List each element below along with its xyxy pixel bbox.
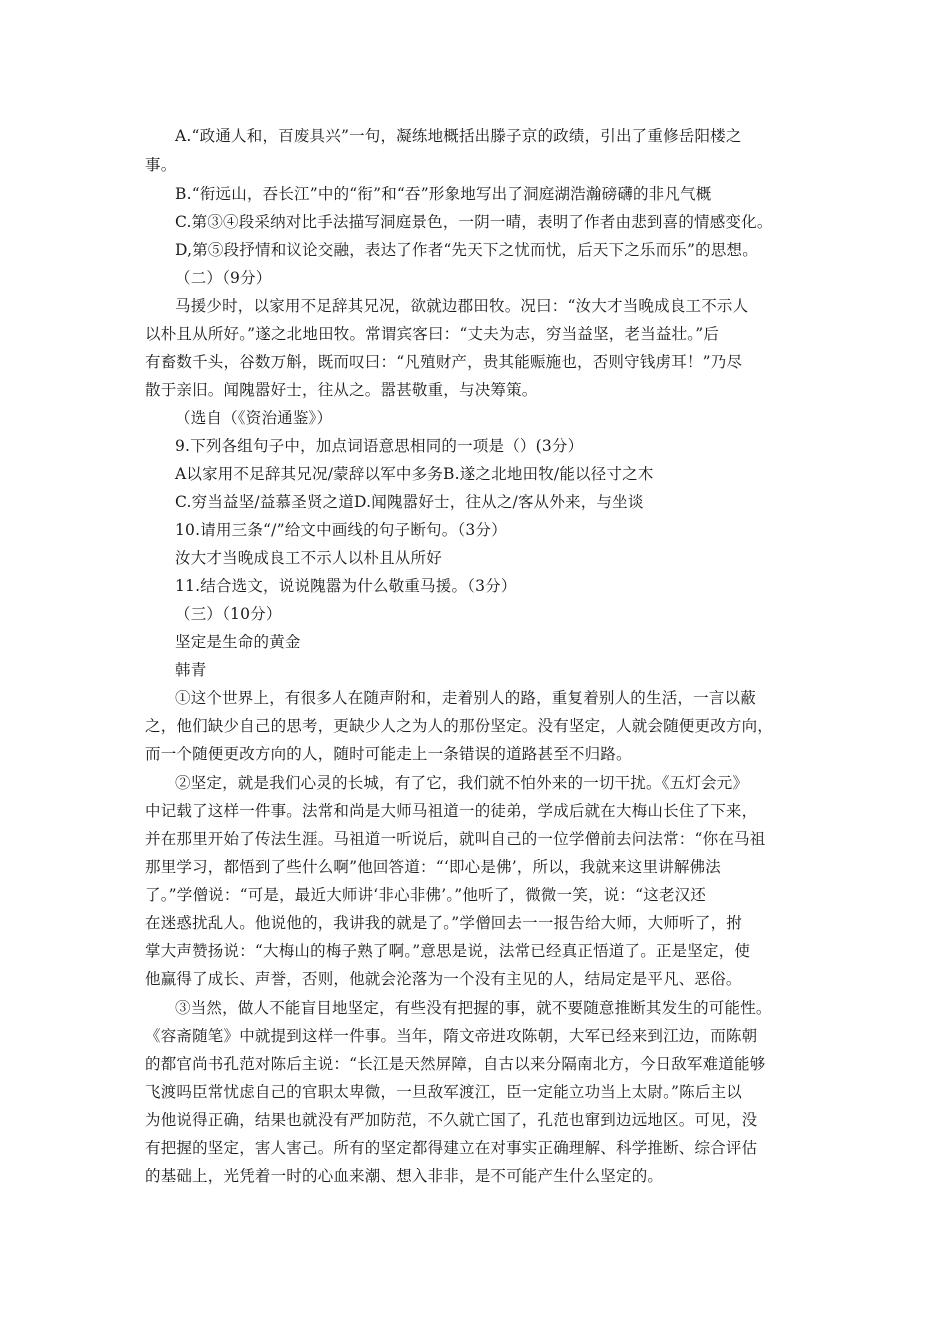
classical-passage-line: 以朴且从所好。”遂之北地田牧。常谓宾客曰：“丈夫为志，穷当益坚，老当益壮。”后 <box>145 325 720 343</box>
article-paragraph-line: ③当然，做人不能盲目地坚定，有些没有把握的事，就不要随意推断其发生的可能性。 <box>175 999 772 1017</box>
classical-passage-line: 散于亲旧。闻隗嚣好士，往从之。嚣甚敬重，与决筹策。 <box>145 381 538 399</box>
article-paragraph-line: 的都官尚书孔范对陈后主说：“长江是天然屏障，自古以来分隔南北方，今日敌军难道能够 <box>145 1055 766 1073</box>
question-9-options-cd: C.穷当益坚/益慕圣贤之道D.闻隗嚣好士，往从之/客从外来，与坐谈 <box>175 493 644 511</box>
section-2-heading: （二）（9分） <box>175 269 272 287</box>
article-paragraph-line: 在迷惑扰乱人。他说他的，我讲我的就是了。”学僧回去一一报告给大师，大师听了，拊 <box>145 914 742 932</box>
article-paragraph-line: 有把握的坚定，害人害己。所有的坚定都得建立在对事实正确理解、科学推断、综合评估 <box>145 1139 758 1157</box>
option-a-line-1: A.“政通人和，百废具兴”一句，凝练地概括出滕子京的政绩，引出了重修岳阳楼之 <box>175 127 742 145</box>
article-paragraph-line: 他赢得了成长、声誉，否则，他就会沦落为一个没有主见的人，结局定是平凡、恶俗。 <box>145 970 742 988</box>
passage-source: （选自（《资治通鉴》） <box>175 409 333 427</box>
article-paragraph-line: 而一个随便更改方向的人，随时可能走上一条错误的道路甚至不归路。 <box>145 745 632 763</box>
article-paragraph-line: ①这个世界上，有很多人在随声附和，走着别人的路，重复着别人的生活，一言以蔽 <box>175 689 756 707</box>
article-paragraph-line: ②坚定，就是我们心灵的长城，有了它，我们就不怕外来的一切干扰。《五灯会元》 <box>175 774 749 792</box>
section-3-heading: （三）（10分） <box>175 605 282 623</box>
article-paragraph-line: 《容斋随笔》中就提到这样一件事。当年，隋文帝进攻陈朝，大军已经来到江边，而陈朝 <box>145 1027 758 1045</box>
option-c: C.第③④段采纳对比手法描写洞庭景色，一阴一晴，表明了作者由悲到喜的情感变化。 <box>175 213 773 231</box>
article-paragraph-line: 为他说得正确，结果也就没有严加防范，不久就亡国了，孔范也窜到边远地区。可见，没 <box>145 1111 758 1129</box>
article-title: 坚定是生命的黄金 <box>175 633 301 651</box>
question-9-options-ab: A以家用不足辞其兄况/蒙辞以军中多务B.遂之北地田牧/能以径寸之木 <box>175 465 654 483</box>
article-paragraph-line: 那里学习，都悟到了些什么啊”他回答道：“‘即心是佛’，所以，我就来这里讲解佛法 <box>145 858 722 876</box>
article-paragraph-line: 掌大声赞扬说：“大梅山的梅子熟了啊。”意思是说，法常已经真正悟道了。正是坚定，使 <box>145 942 751 960</box>
article-paragraph-line: 的基础上，光凭着一时的心血来潮、想入非非，是不可能产生什么坚定的。 <box>145 1167 664 1185</box>
classical-passage-line: 马援少时，以家用不足辞其兄况，欲就边郡田牧。况曰：“汝大才当晚成良工不示人 <box>175 297 749 315</box>
question-10: 10.请用三条“/”给文中画线的句子断句。（3分） <box>175 521 507 539</box>
article-paragraph-line: 中记载了这样一件事。法常和尚是大师马祖道一的徒弟，学成后就在大梅山长住了下来， <box>145 802 758 820</box>
classical-passage-line: 有畜数千头，谷数万斛，既而叹曰：“凡殖财产，贵其能赈施也，否则守钱虏耳！”乃尽 <box>145 353 743 371</box>
article-author: 韩青 <box>175 661 207 679</box>
option-a-line-2: 事。 <box>145 156 177 174</box>
article-paragraph-line: 之，他们缺少自己的思考，更缺少人之为人的那份坚定。没有坚定，人就会随便更改方向， <box>145 717 774 735</box>
question-11: 11.结合选文，说说隗嚣为什么敬重马援。（3分） <box>175 577 517 595</box>
article-paragraph-line: 飞渡吗臣常忧虑自己的官职太卑微，一旦敌军渡江，臣一定能立功当上太尉。”陈后主以 <box>145 1083 742 1101</box>
option-d: D,第⑤段抒情和议论交融，表达了作者“先天下之忧而忧，后天下之乐而乐”的思想。 <box>175 241 758 259</box>
option-b: B.“衔远山，吞长江”中的“衔”和“吞”形象地写出了洞庭湖浩瀚磅礴的非凡气概 <box>175 185 712 203</box>
question-10-sentence: 汝大才当晚成良工不示人以朴且从所好 <box>175 549 442 567</box>
article-paragraph-line: 并在那里开始了传法生涯。马祖道一听说后，就叫自己的一位学僧前去问法常：“你在马祖 <box>145 830 766 848</box>
question-9: 9.下列各组句子中，加点词语意思相同的一项是（）(3分） <box>175 437 584 455</box>
article-paragraph-line: 了。”学僧说：“可是，最近大师讲‘非心非佛’。”他听了，微微一笑，说：“这老汉还 <box>145 886 707 904</box>
